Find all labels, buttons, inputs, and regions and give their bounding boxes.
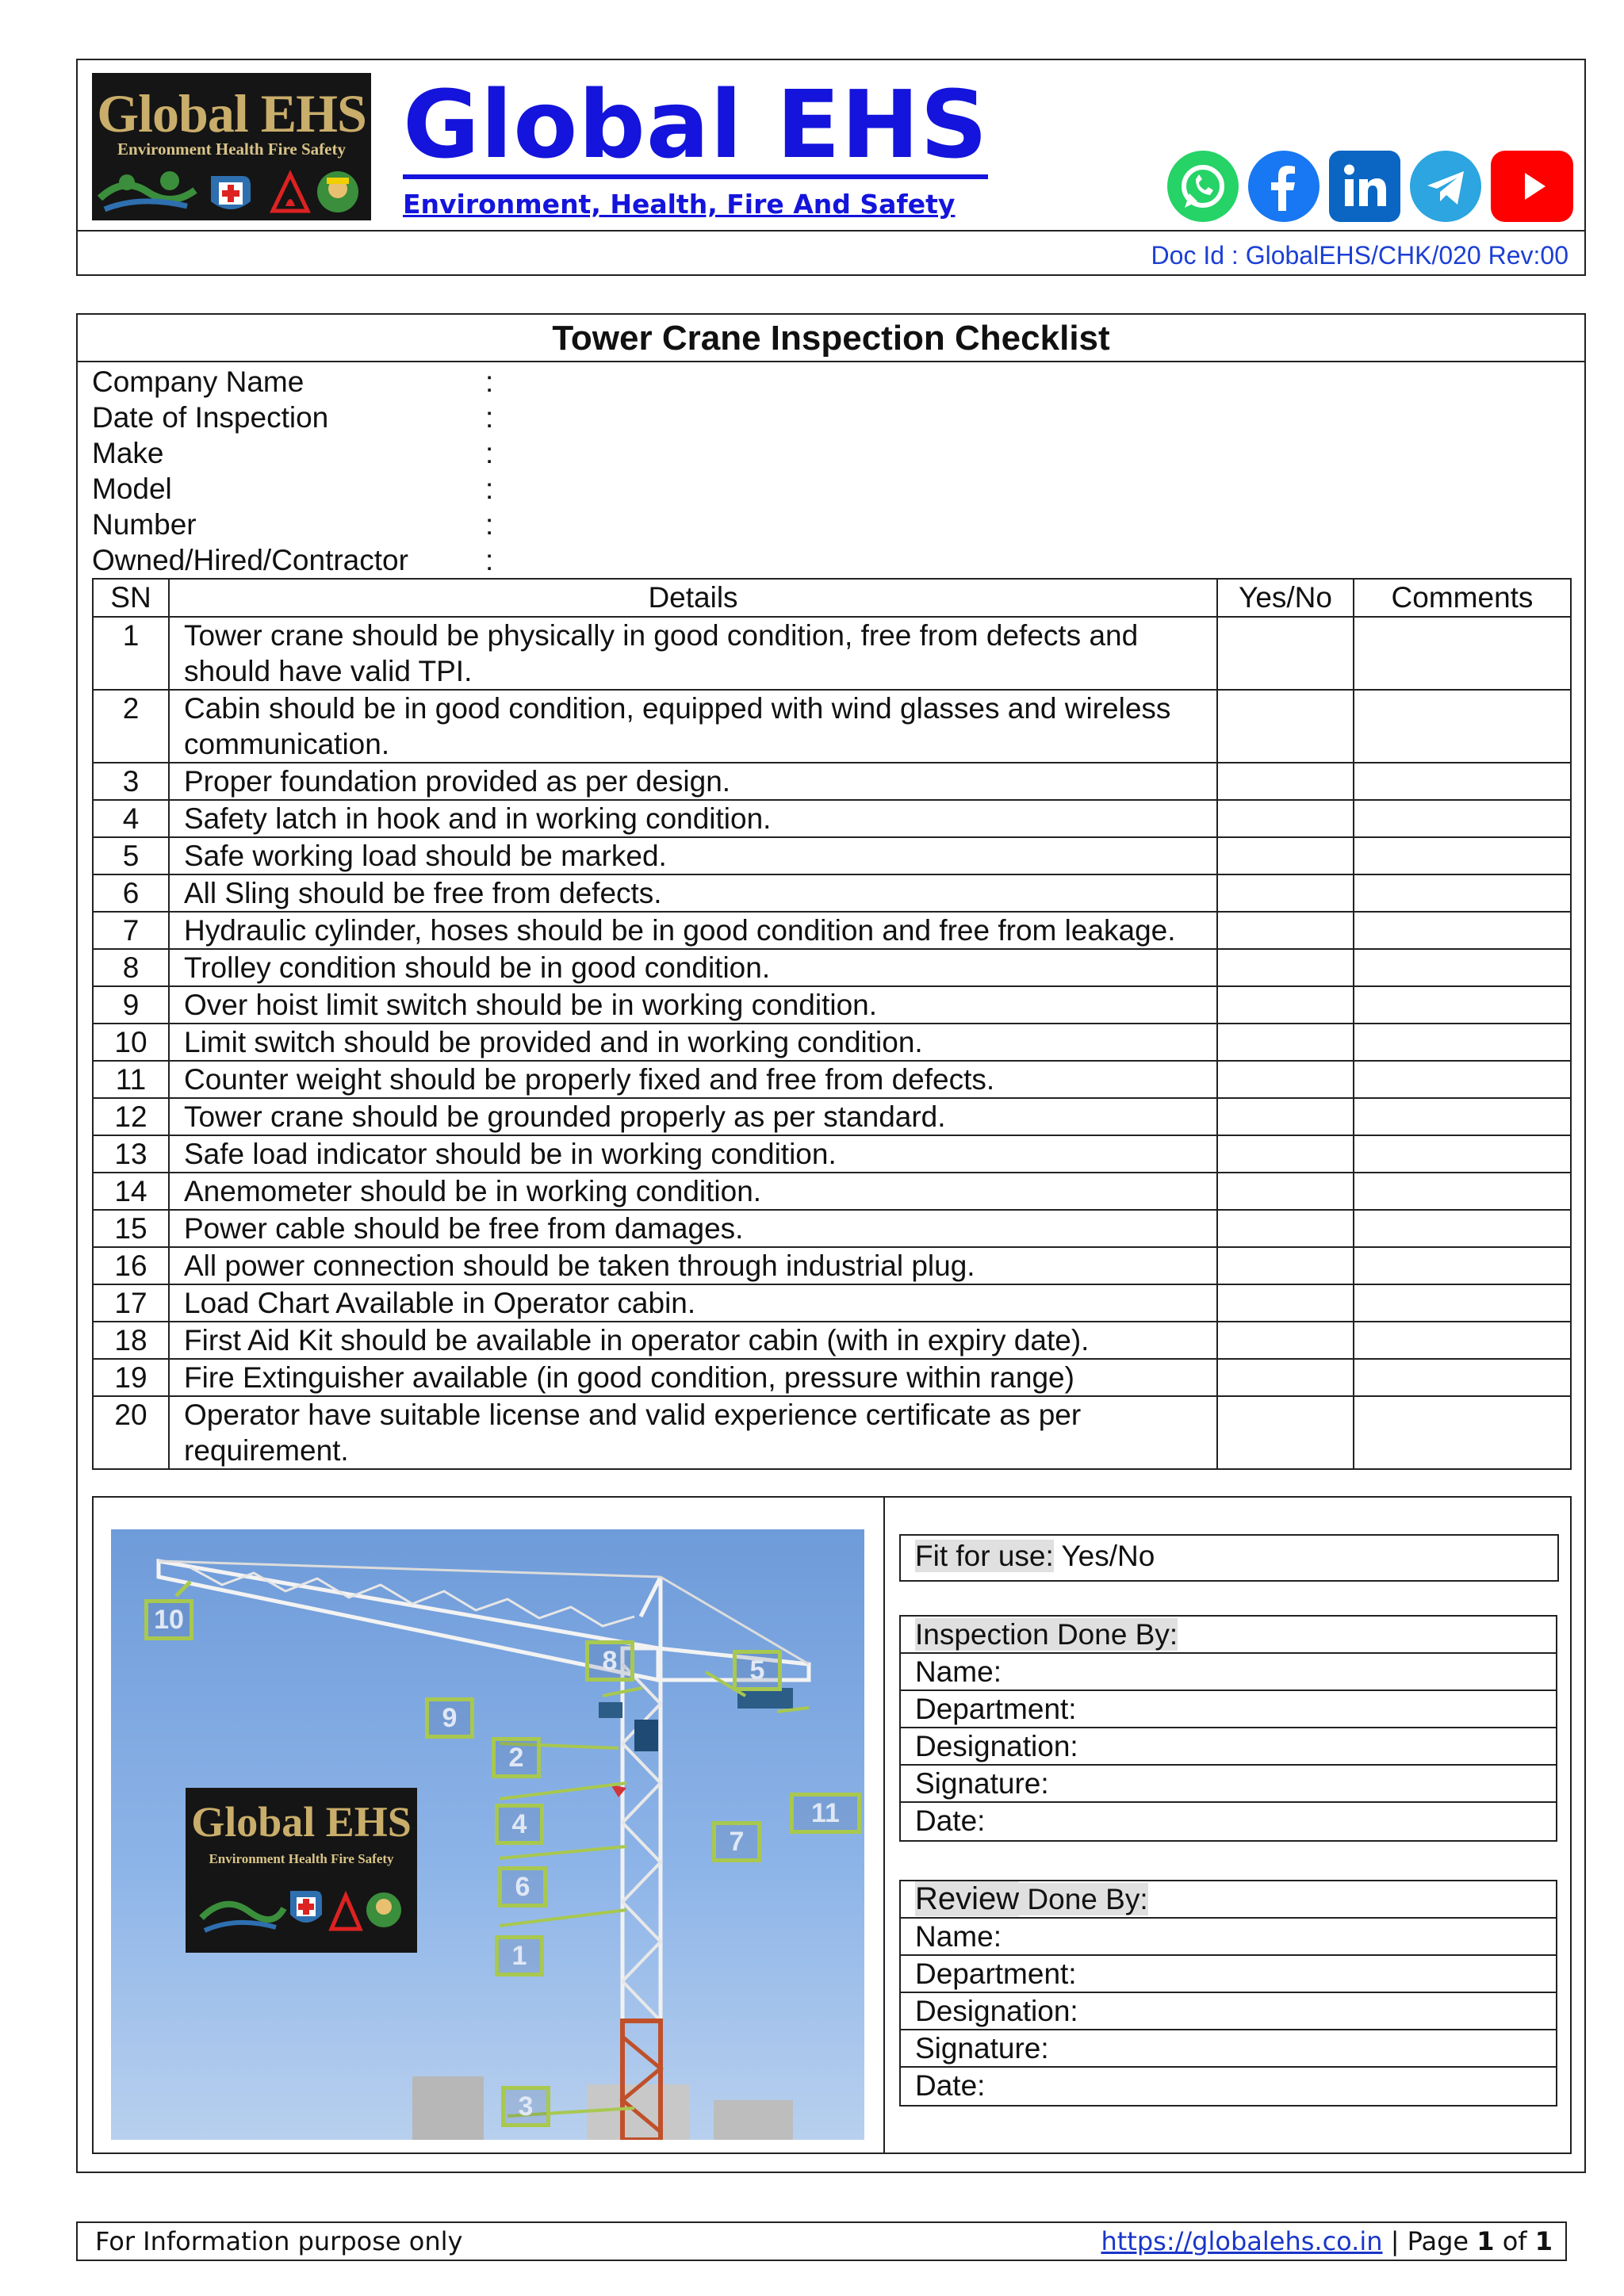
crane-tag-11: 11 <box>790 1793 861 1834</box>
info-model[interactable] <box>92 471 494 507</box>
row-comments-cell[interactable] <box>1354 1135 1571 1173</box>
table-row <box>93 617 1571 690</box>
row-sn: 11 <box>93 1061 169 1098</box>
info-colon: : <box>485 437 494 469</box>
row-sn: 5 <box>93 837 169 874</box>
table-row <box>93 1061 1571 1098</box>
crane-tag-2: 2 <box>492 1737 541 1778</box>
document-header <box>76 59 1586 276</box>
crane-tag-4: 4 <box>495 1804 544 1845</box>
info-label: Company Name <box>92 365 304 398</box>
row-sn: 12 <box>93 1098 169 1135</box>
row-sn: 8 <box>93 949 169 986</box>
row-yes-no-cell[interactable] <box>1217 949 1354 986</box>
social-icons <box>1167 151 1573 222</box>
review-designation-field[interactable]: Designation: <box>901 1993 1556 2030</box>
inspection-signature-field[interactable]: Signature: <box>901 1766 1556 1803</box>
review-department-field[interactable]: Department: <box>901 1956 1556 1993</box>
row-sn: 4 <box>93 800 169 837</box>
row-sn: 19 <box>93 1359 169 1396</box>
footer-right <box>1101 2223 1553 2260</box>
column-header-yes-no: Yes/No <box>1217 579 1354 617</box>
row-details: First Aid Kit should be available in operator cabin (with in expiry date). <box>169 1322 1217 1359</box>
telegram-icon[interactable] <box>1410 151 1481 222</box>
row-yes-no-cell[interactable] <box>1217 763 1354 800</box>
crane-tag-8: 8 <box>585 1640 634 1682</box>
row-comments-cell[interactable] <box>1354 1098 1571 1135</box>
row-comments-cell[interactable] <box>1354 1396 1571 1469</box>
table-row <box>93 949 1571 986</box>
row-comments-cell[interactable] <box>1354 1024 1571 1061</box>
whatsapp-icon[interactable] <box>1167 151 1239 222</box>
row-yes-no-cell[interactable] <box>1217 1098 1354 1135</box>
row-comments-cell[interactable] <box>1354 949 1571 986</box>
row-details: Anemometer should be in working condition. <box>169 1173 1217 1210</box>
row-yes-no-cell[interactable] <box>1217 1173 1354 1210</box>
inspection-department-field[interactable]: Department: <box>901 1691 1556 1728</box>
row-comments-cell[interactable] <box>1354 1061 1571 1098</box>
review-signature-field[interactable]: Signature: <box>901 2030 1556 2068</box>
brand-title: Global EHS <box>403 70 989 179</box>
tower-crane-photo <box>111 1529 864 2140</box>
crane-tag-3: 3 <box>501 2086 550 2127</box>
info-colon: : <box>485 508 494 541</box>
row-details: Tower crane should be physically in good condition, free from defects and should have valid TPI. <box>169 617 1217 690</box>
info-number[interactable] <box>92 507 494 542</box>
inspection-date-field[interactable]: Date: <box>915 1804 986 1837</box>
column-header-sn: SN <box>93 579 169 617</box>
crane-tag-6: 6 <box>498 1866 547 1908</box>
row-yes-no-cell[interactable] <box>1217 800 1354 837</box>
row-details: Operator have suitable license and valid experience certificate as per requirement. <box>169 1396 1217 1469</box>
table-row <box>93 1135 1571 1173</box>
row-details: Fire Extinguisher available (in good condition, pressure within range) <box>169 1359 1217 1396</box>
crane-tag-5: 5 <box>733 1650 782 1691</box>
inspection-designation-field[interactable]: Designation: <box>901 1728 1556 1766</box>
row-yes-no-cell[interactable] <box>1217 1024 1354 1061</box>
row-details: Safety latch in hook and in working condition. <box>169 800 1217 837</box>
row-comments-cell[interactable] <box>1354 1284 1571 1322</box>
info-label: Make <box>92 437 164 469</box>
page-title: Tower Crane Inspection Checklist <box>78 315 1584 362</box>
table-row <box>93 1322 1571 1359</box>
table-row <box>93 837 1571 874</box>
row-yes-no-cell[interactable] <box>1217 1396 1354 1469</box>
row-sn: 2 <box>93 690 169 763</box>
crane-tag-10: 10 <box>144 1599 193 1640</box>
photo-logo-emblem-icon <box>197 1873 406 1945</box>
row-comments-cell[interactable] <box>1354 912 1571 949</box>
info-label: Owned/Hired/Contractor <box>92 544 408 576</box>
review-name-field[interactable]: Name: <box>901 1919 1556 1956</box>
table-row <box>93 912 1571 949</box>
row-details: Power cable should be free from damages. <box>169 1210 1217 1247</box>
table-row <box>93 1210 1571 1247</box>
table-row <box>93 1359 1571 1396</box>
review-date-field[interactable]: Date: <box>915 2069 986 2102</box>
row-sn: 1 <box>93 617 169 690</box>
info-owned-hired-contractor[interactable] <box>92 542 494 578</box>
row-comments-cell[interactable] <box>1354 1173 1571 1210</box>
facebook-icon[interactable] <box>1248 151 1320 222</box>
info-label: Date of Inspection <box>92 401 329 434</box>
footer-page-of: of <box>1494 2226 1535 2256</box>
review-done-by-box <box>899 1880 1557 2107</box>
table-row <box>93 1396 1571 1469</box>
photo-watermark-logo <box>186 1788 417 1953</box>
section-divider <box>883 1498 885 2152</box>
page-footer <box>76 2221 1567 2261</box>
footer-page-number: 1 <box>1477 2226 1495 2256</box>
row-yes-no-cell[interactable] <box>1217 1210 1354 1247</box>
info-date-of-inspection[interactable] <box>92 400 494 435</box>
inspection-name-field[interactable]: Name: <box>901 1654 1556 1691</box>
row-sn: 15 <box>93 1210 169 1247</box>
fit-for-use-value: Yes/No <box>1053 1540 1155 1572</box>
row-comments-cell[interactable] <box>1354 837 1571 874</box>
row-sn: 9 <box>93 986 169 1024</box>
info-company-name[interactable] <box>92 364 494 400</box>
row-details: Safe load indicator should be in working condition. <box>169 1135 1217 1173</box>
row-details: All Sling should be free from defects. <box>169 874 1217 912</box>
row-sn: 7 <box>93 912 169 949</box>
inspection-heading: Inspection Done By: <box>915 1618 1178 1651</box>
info-colon: : <box>485 401 494 434</box>
info-colon: : <box>485 473 494 505</box>
row-details: Hydraulic cylinder, hoses should be in good condition and free from leakage. <box>169 912 1217 949</box>
row-details: Load Chart Available in Operator cabin. <box>169 1284 1217 1322</box>
row-details: Counter weight should be properly fixed and free from defects. <box>169 1061 1217 1098</box>
column-header-details: Details <box>169 579 1217 617</box>
row-comments-cell[interactable] <box>1354 1210 1571 1247</box>
table-row <box>93 1284 1571 1322</box>
logo-title: Global EHS <box>97 83 366 144</box>
row-yes-no-cell[interactable] <box>1217 837 1354 874</box>
youtube-icon[interactable] <box>1491 151 1573 222</box>
row-yes-no-cell[interactable] <box>1217 1322 1354 1359</box>
table-row <box>93 763 1571 800</box>
row-details: Proper foundation provided as per design. <box>169 763 1217 800</box>
photo-logo-title: Global EHS <box>191 1798 412 1846</box>
inspection-summary-section <box>92 1496 1572 2154</box>
inspection-heading-row <box>901 1617 1556 1654</box>
row-yes-no-cell[interactable] <box>1217 1135 1354 1173</box>
row-sn: 13 <box>93 1135 169 1173</box>
checklist-body <box>93 617 1571 1469</box>
footer-page-total: 1 <box>1534 2226 1553 2256</box>
table-row <box>93 1247 1571 1284</box>
info-label: Number <box>92 508 197 541</box>
row-details: Tower crane should be grounded properly as per standard. <box>169 1098 1217 1135</box>
row-yes-no-cell[interactable] <box>1217 1284 1354 1322</box>
row-yes-no-cell[interactable] <box>1217 986 1354 1024</box>
row-comments-cell[interactable] <box>1354 690 1571 763</box>
row-yes-no-cell[interactable] <box>1217 874 1354 912</box>
brand-subtitle: Environment, Health, Fire And Safety <box>403 189 956 220</box>
fit-for-use-label: Fit for use: <box>915 1540 1054 1572</box>
row-details: Safe working load should be marked. <box>169 837 1217 874</box>
table-row <box>93 1098 1571 1135</box>
row-comments-cell[interactable] <box>1354 986 1571 1024</box>
review-heading-strong: Review <box>915 1881 1020 1916</box>
row-yes-no-cell[interactable] <box>1217 1247 1354 1284</box>
table-row <box>93 986 1571 1024</box>
row-yes-no-cell[interactable] <box>1217 1359 1354 1396</box>
row-comments-cell[interactable] <box>1354 1322 1571 1359</box>
crane-tag-9: 9 <box>425 1697 474 1739</box>
row-sn: 10 <box>93 1024 169 1061</box>
row-sn: 3 <box>93 763 169 800</box>
footer-website-link[interactable]: https://globalehs.co.in <box>1101 2226 1383 2256</box>
table-row <box>93 690 1571 763</box>
linkedin-icon[interactable] <box>1329 151 1400 222</box>
table-row <box>93 874 1571 912</box>
row-yes-no-cell[interactable] <box>1217 912 1354 949</box>
row-yes-no-cell[interactable] <box>1217 1061 1354 1098</box>
row-details: Over hoist limit switch should be in working condition. <box>169 986 1217 1024</box>
global-ehs-logo <box>92 73 371 220</box>
row-comments-cell[interactable] <box>1354 874 1571 912</box>
footer-page-sep: | Page <box>1382 2226 1477 2256</box>
table-row <box>93 800 1571 837</box>
row-comments-cell[interactable] <box>1354 1247 1571 1284</box>
column-header-comments: Comments <box>1354 579 1571 617</box>
photo-logo-subtitle: Environment Health Fire Safety <box>209 1851 394 1866</box>
info-colon: : <box>485 365 494 398</box>
row-details: Cabin should be in good condition, equipped with wind glasses and wireless communication. <box>169 690 1217 763</box>
row-comments-cell[interactable] <box>1354 1359 1571 1396</box>
fit-for-use-box[interactable] <box>899 1534 1559 1582</box>
table-row <box>93 1024 1571 1061</box>
checklist-table <box>92 578 1572 1470</box>
info-make[interactable] <box>92 435 494 471</box>
row-sn: 18 <box>93 1322 169 1359</box>
table-row <box>93 1173 1571 1210</box>
row-sn: 6 <box>93 874 169 912</box>
row-yes-no-cell[interactable] <box>1217 617 1354 690</box>
row-sn: 16 <box>93 1247 169 1284</box>
row-comments-cell[interactable] <box>1354 800 1571 837</box>
table-header-row <box>93 579 1571 617</box>
fit-for-use-row[interactable] <box>901 1536 1557 1580</box>
info-colon: : <box>485 544 494 576</box>
row-sn: 20 <box>93 1396 169 1469</box>
crane-tag-7: 7 <box>712 1821 761 1862</box>
checklist-frame <box>76 313 1586 2173</box>
row-details: All power connection should be taken through industrial plug. <box>169 1247 1217 1284</box>
row-sn: 14 <box>93 1173 169 1210</box>
row-yes-no-cell[interactable] <box>1217 690 1354 763</box>
row-comments-cell[interactable] <box>1354 617 1571 690</box>
info-label: Model <box>92 473 172 505</box>
row-sn: 17 <box>93 1284 169 1322</box>
row-details: Trolley condition should be in good condition. <box>169 949 1217 986</box>
row-details: Limit switch should be provided and in working condition. <box>169 1024 1217 1061</box>
logo-subtitle: Environment Health Fire Safety <box>117 140 346 159</box>
document-id: Doc Id : GlobalEHS/CHK/020 Rev:00 <box>1151 241 1568 270</box>
footer-disclaimer: For Information purpose only <box>95 2226 463 2256</box>
header-brand-band <box>78 60 1584 232</box>
crane-tag-1: 1 <box>495 1935 544 1976</box>
review-heading-rest: Done By: <box>1019 1883 1148 1915</box>
logo-emblem-icon <box>92 160 371 220</box>
review-heading-row <box>901 1881 1556 1919</box>
inspection-done-by-box <box>899 1615 1557 1842</box>
row-comments-cell[interactable] <box>1354 763 1571 800</box>
